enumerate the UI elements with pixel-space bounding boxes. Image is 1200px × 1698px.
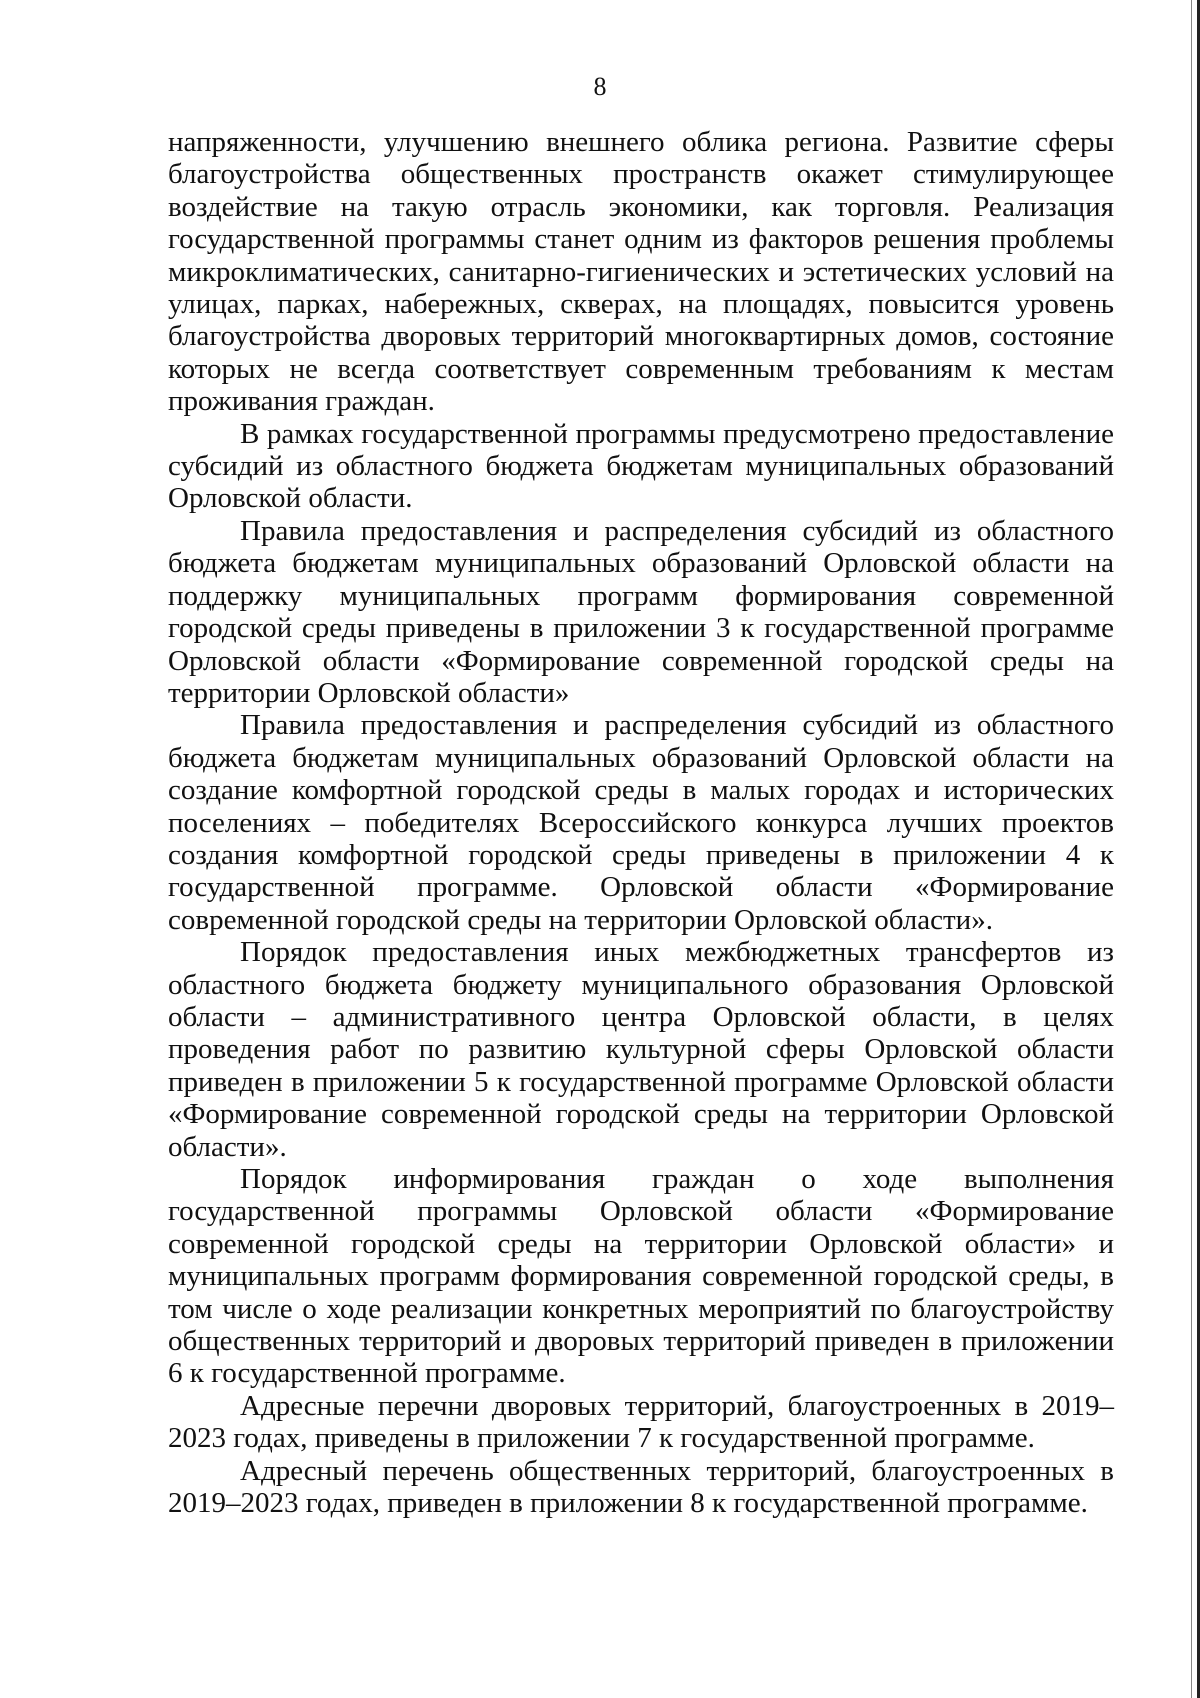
paragraph-8: Адресный перечень общественных территорий, благоустроенных в 2019–2023 годах, приведен в приложении 8 к государственной программе.	[168, 1454, 1114, 1520]
paragraph-1: напряженности, улучшению внешнего облика региона. Развитие сферы благоустройства общественных пространств окажет стимулирующее воздействие на такую отрасль экономики, как торговля. Реализация государственной программы станет одним из факторов решения проблемы микроклиматических, санитарно-гигиенических и эстетических условий на улицах, парках, набережных, скверах, на площадях, повысится уровень благоустройства дворовых территорий многоквартирных домов, состояние которых не всегда соответствует современным требованиям к местам проживания граждан.	[168, 126, 1114, 418]
paragraph-7: Адресные перечни дворовых территорий, благоустроенных в 2019–2023 годах, приведены в приложении 7 к государственной программе.	[168, 1389, 1114, 1455]
paragraph-6: Порядок информирования граждан о ходе выполнения государственной программы Орловской области «Формирование современной городской среды на территории Орловской области» и муниципальных программ формирования современной городской среды, в том числе о ходе реализации конкретных мероприятий по благоустройству общественных территорий и дворовых территорий приведен в приложении 6 к государственной программе.	[168, 1163, 1114, 1390]
scan-edge-line	[1191, 0, 1192, 1698]
paragraph-4: Правила предоставления и распределения субсидий из областного бюджета бюджетам муниципальных образований Орловской области на создание комфортной городской среды в малых городах и исторических поселениях – победителях Всероссийского конкурса лучших проектов создания комфортной городской среды приведены в приложении 4 к государственной программе. Орловской области «Формирование современной городской среды на территории Орловской области».	[168, 709, 1114, 936]
paragraph-5: Порядок предоставления иных межбюджетных трансфертов из областного бюджета бюджету муниципального образования Орловской области – административного центра Орловской области, в целях проведения работ по развитию культурной сферы Орловской области приведен в приложении 5 к государственной программе Орловской области «Формирование современной городской среды на территории Орловской области».	[168, 936, 1114, 1163]
paragraph-2: В рамках государственной программы предусмотрено предоставление субсидий из областного бюджета бюджетам муниципальных образований Орловской области.	[168, 417, 1114, 515]
paragraph-3: Правила предоставления и распределения субсидий из областного бюджета бюджетам муниципальных образований Орловской области на поддержку муниципальных программ формирования современной городской среды приведены в приложении 3 к государственной программе Орловской области «Формирование современной городской среды на территории Орловской области»	[168, 514, 1114, 709]
page-number: 8	[593, 72, 607, 101]
document-body	[168, 126, 1114, 1519]
